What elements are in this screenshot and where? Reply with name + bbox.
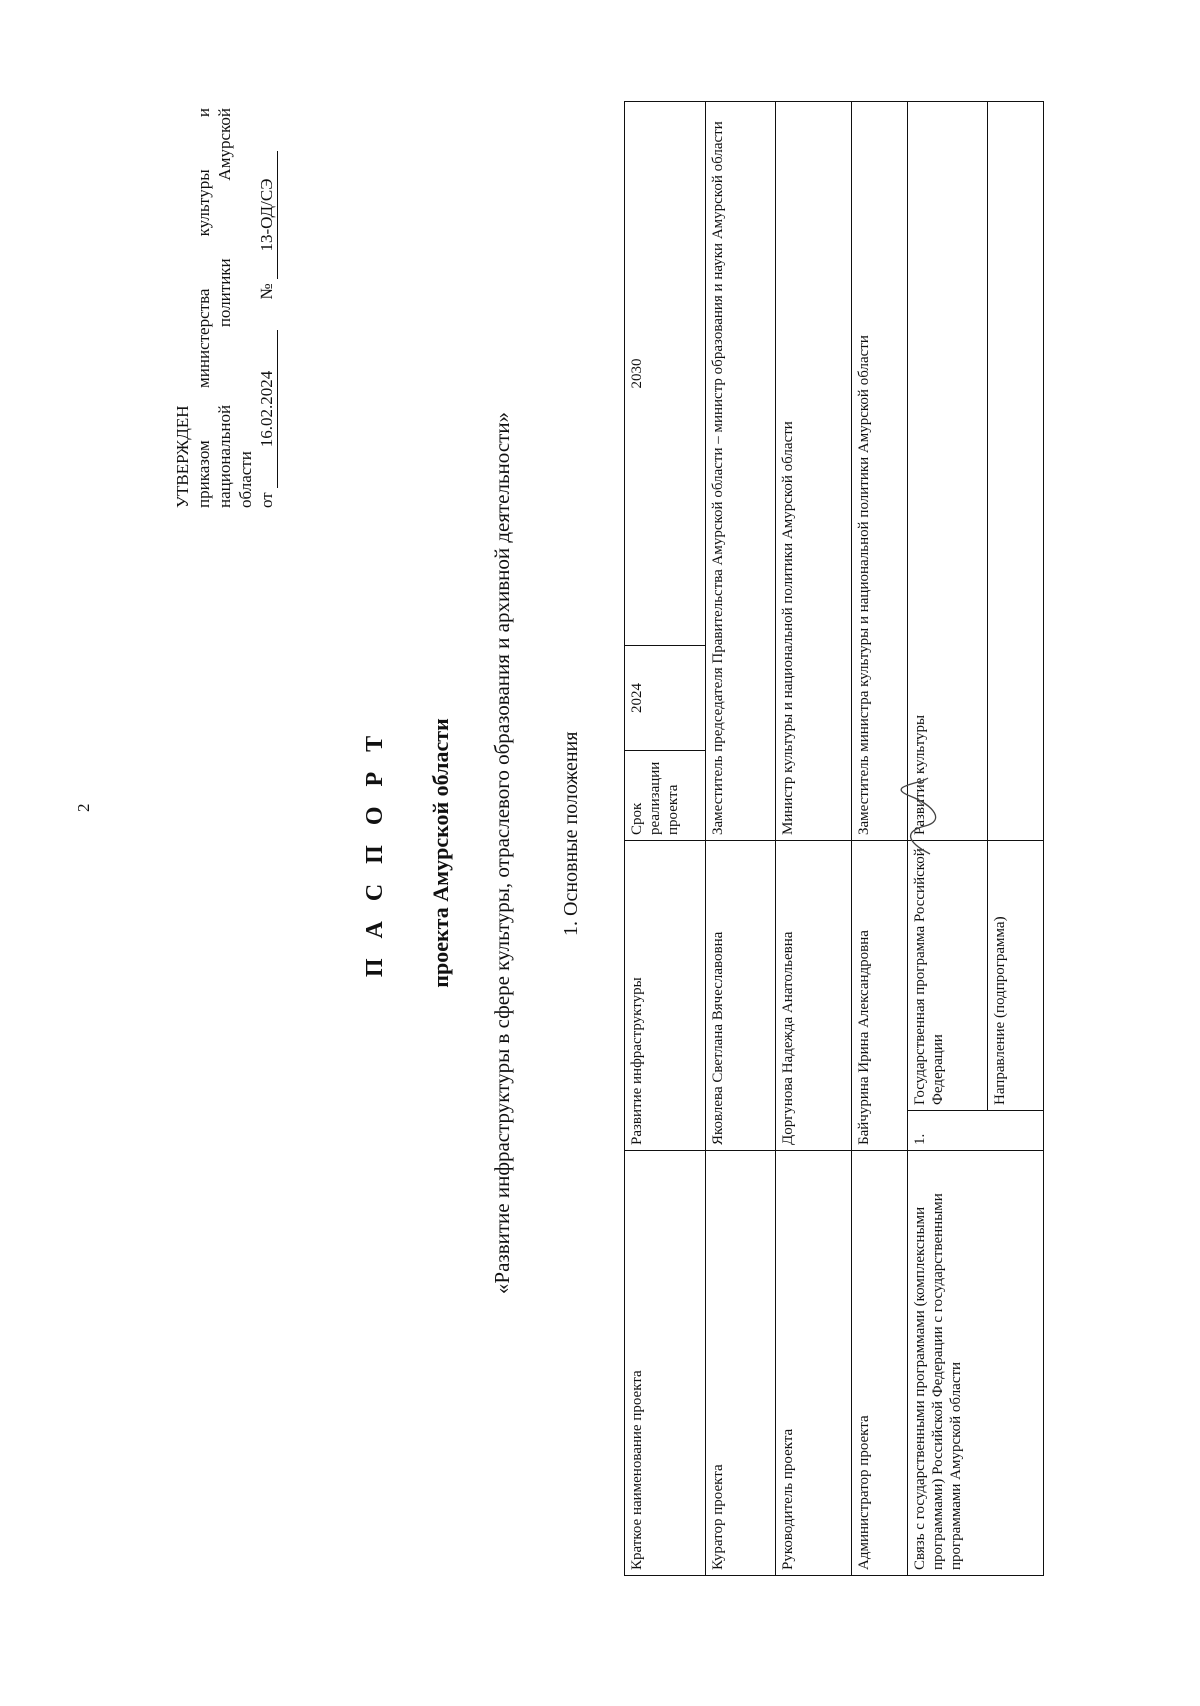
passport-subtitle: проекта Амурской области bbox=[428, 718, 453, 988]
term-start: 2024 bbox=[625, 646, 706, 751]
approval-number: 13-ОД/СЭ bbox=[256, 151, 278, 279]
approval-stamp bbox=[172, 108, 278, 508]
gov-program-value: Развитие культуры bbox=[907, 102, 988, 841]
approval-heading: УТВЕРЖДЕН bbox=[173, 405, 192, 508]
approval-date-row bbox=[256, 108, 278, 508]
approval-line-1: приказом министерства культуры и bbox=[194, 108, 213, 508]
admin-position: Заместитель министра культуры и национальной политики Амурской области bbox=[852, 102, 908, 841]
project-name: «Развитие инфраструктуры в сфере культуры, отраслевого образования и архивной деятельности» bbox=[490, 411, 514, 1295]
leader-name: Доргунова Надежда Анатольевна bbox=[776, 841, 852, 1151]
approval-line-3: области bbox=[236, 451, 255, 508]
term-label: Срок реализации проекта bbox=[625, 751, 706, 841]
curator-label: Куратор проекта bbox=[705, 1151, 776, 1576]
curator-name: Яковлева Светлана Вячеславовна bbox=[705, 841, 776, 1151]
curator-position: Заместитель председателя Правительства Амурской области – министр образования и науки Амурской области bbox=[705, 102, 776, 841]
table-row bbox=[776, 102, 852, 1576]
direction-value bbox=[988, 102, 1044, 841]
leader-label: Руководитель проекта bbox=[776, 1151, 852, 1576]
table-row bbox=[625, 102, 706, 1576]
short-name-value: Развитие инфраструктуры bbox=[625, 841, 706, 1151]
passport-table bbox=[624, 101, 1044, 1576]
admin-name: Байчурина Ирина Александровна bbox=[852, 841, 908, 1151]
gov-program-label: Государственная программа Российской Федерации bbox=[907, 841, 988, 1111]
approval-line-2: национальной политики Амурской bbox=[215, 108, 234, 508]
short-name-label: Краткое наименование проекта bbox=[625, 1151, 706, 1576]
signature-mark bbox=[900, 776, 940, 856]
approval-date: 16.02.2024 bbox=[256, 330, 278, 488]
leader-position: Министр культуры и национальной политики Амурской области bbox=[776, 102, 852, 841]
term-end: 2030 bbox=[625, 102, 706, 646]
approval-number-prefix: № bbox=[257, 283, 276, 300]
direction-label: Направление (подпрограмма) bbox=[988, 841, 1044, 1111]
page-number: 2 bbox=[74, 803, 93, 812]
program-link-number: 1. bbox=[907, 1111, 1043, 1151]
table-row bbox=[705, 102, 776, 1576]
table-row bbox=[852, 102, 908, 1576]
approval-date-prefix: от bbox=[257, 492, 276, 508]
section-heading: 1. Основные положения bbox=[560, 731, 582, 936]
passport-heading: П А С П О Р Т bbox=[362, 728, 388, 978]
admin-label: Администратор проекта bbox=[852, 1151, 908, 1576]
program-link-label: Связь с государственными программами (комплексными программами) Российской Федерации с государственными программами Амурской области bbox=[907, 1151, 1043, 1576]
